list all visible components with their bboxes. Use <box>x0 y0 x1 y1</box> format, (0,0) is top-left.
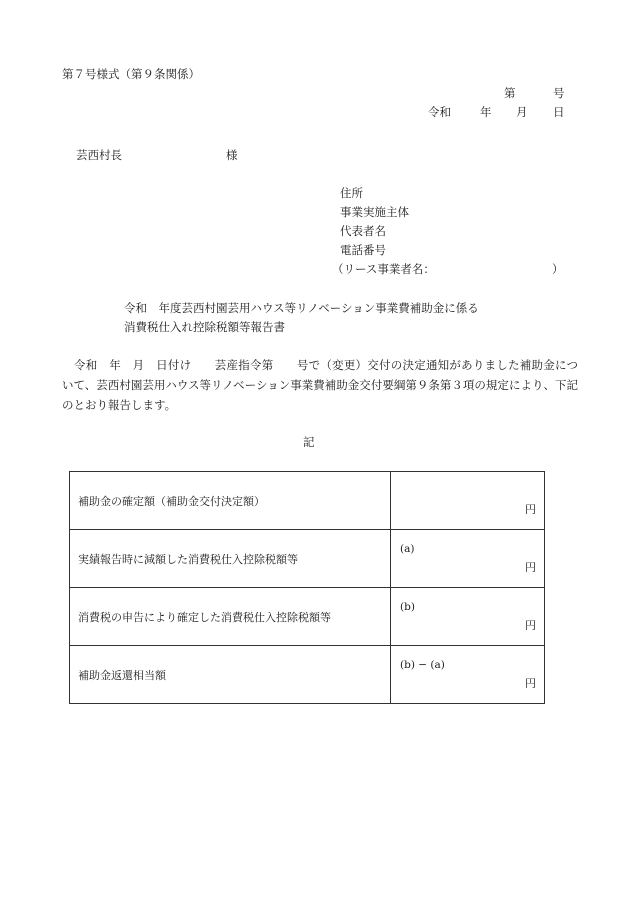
table-row <box>70 530 545 588</box>
date-day: 日 <box>553 105 565 119</box>
yen-unit: 円 <box>525 677 536 690</box>
applicant-entity-label: 事業実施主体 <box>340 205 409 219</box>
table-row <box>70 472 545 530</box>
row-label: 実績報告時に減額した消費税仕入控除税額等 <box>70 530 391 588</box>
report-title-line1: 令和 年度芸西村園芸用ハウス等リノベーション事業費補助金に係る <box>124 301 479 315</box>
applicant-address-label: 住所 <box>340 186 363 200</box>
row-value-cell <box>391 530 545 588</box>
addressee-honorific: 様 <box>226 148 238 162</box>
date-month: 月 <box>516 105 528 119</box>
body-paragraph: 令和 年 月 日付け 芸産指令第 号で（変更）交付の決定通知がありました補助金について、芸西村園芸用ハウス等リノベーション事業費補助金交付要綱第９条第３項の規定により、下記のとおり報告します。 <box>62 358 578 412</box>
date-year: 年 <box>480 105 492 119</box>
row-marker: (a) <box>400 543 415 555</box>
lease-company-close: ） <box>552 262 564 276</box>
yen-unit: 円 <box>525 619 536 632</box>
row-value-cell <box>391 472 545 530</box>
row-label: 補助金の確定額（補助金交付決定額） <box>70 472 391 530</box>
applicant-phone-label: 電話番号 <box>340 243 386 257</box>
document-number-go: 号 <box>553 86 565 100</box>
form-number: 第７号様式（第９条関係） <box>62 67 200 81</box>
lease-company-label: （リース事業者名： <box>332 262 435 276</box>
report-table <box>69 471 545 704</box>
table-row <box>70 588 545 646</box>
report-title-line2: 消費税仕入れ控除税額等報告書 <box>124 320 285 334</box>
row-marker: (b) − (a) <box>400 659 445 671</box>
row-value-cell <box>391 588 545 646</box>
applicant-representative-label: 代表者名 <box>340 224 386 238</box>
yen-unit: 円 <box>525 561 536 574</box>
row-value-cell <box>391 646 545 704</box>
addressee-name: 芸西村長 <box>76 148 122 162</box>
date-era: 令和 <box>428 105 451 119</box>
row-label: 消費税の申告により確定した消費税仕入控除税額等 <box>70 588 391 646</box>
document-number-dai: 第 <box>504 86 516 100</box>
table-row <box>70 646 545 704</box>
ki-heading: 記 <box>303 435 315 449</box>
row-marker: (b) <box>400 601 415 613</box>
yen-unit: 円 <box>525 503 536 516</box>
row-label: 補助金返還相当額 <box>70 646 391 704</box>
